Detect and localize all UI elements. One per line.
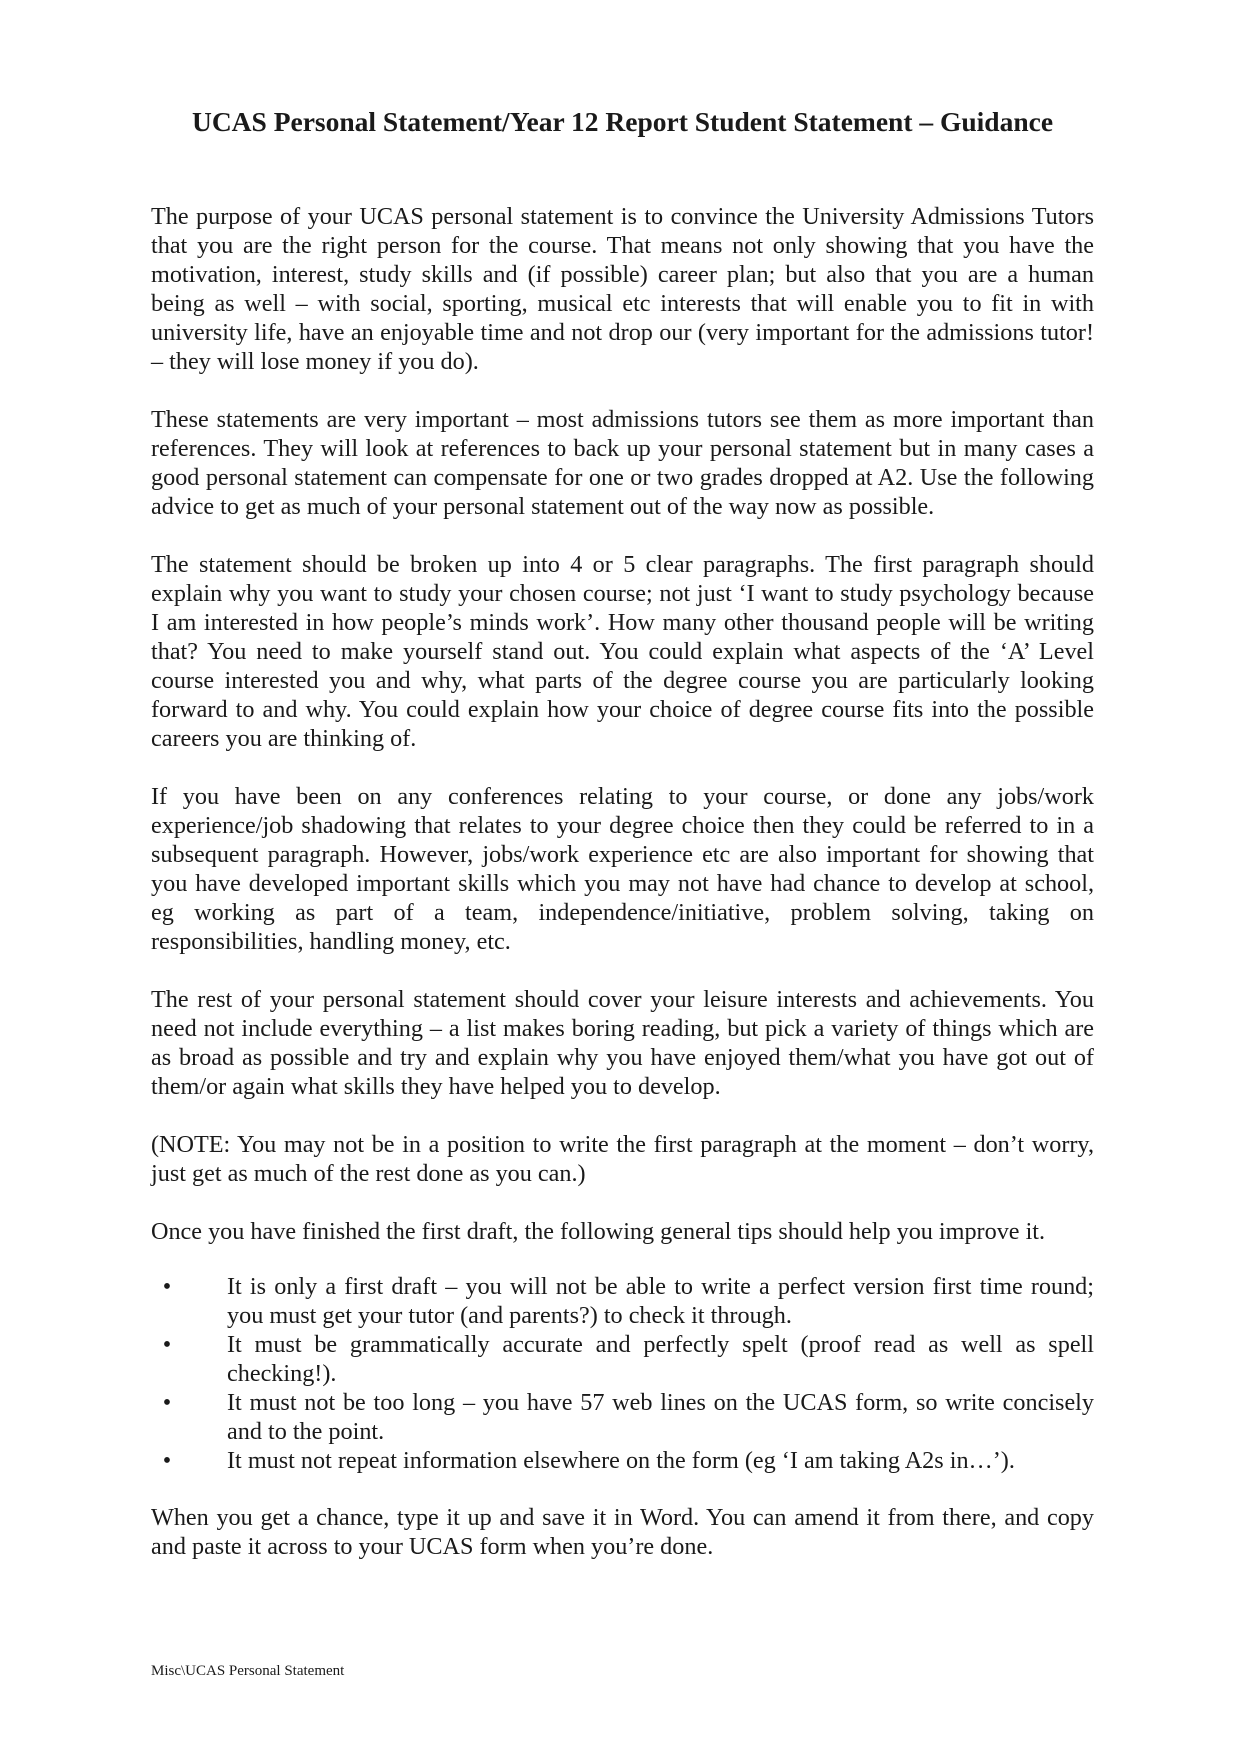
paragraph-closing: When you get a chance, type it up and save it in Word. You can amend it from there, and copy and paste it across to your UCAS form when you’re done. <box>151 1504 1094 1560</box>
bullet-icon: • <box>162 1389 172 1416</box>
bullet-icon: • <box>162 1273 172 1300</box>
paragraph-leisure: The rest of your personal statement should cover your leisure interests and achievements. You need not include everything – a list makes boring reading, but pick a variety of things which are as broad as possible and try and explain why you have enjoyed them/what you have got out of them/or again what skills they have helped you to develop. <box>151 986 1094 1100</box>
list-item <box>151 1272 1094 1330</box>
paragraph-structure: The statement should be broken up into 4 or 5 clear paragraphs. The first paragraph should explain why you want to study your chosen course; not just ‘I want to study psychology because I am interested in how people’s minds work’. How many other thousand people will be writing that? You need to make yourself stand out. You could explain what aspects of the ‘A’ Level course interested you and why, what parts of the degree course you are particularly looking forward to and why. You could explain how your choice of degree course fits into the possible careers you are thinking of. <box>151 551 1094 752</box>
paragraph-tips-intro: Once you have finished the first draft, the following general tips should help you improve it. <box>151 1218 1046 1245</box>
list-item <box>151 1446 1094 1475</box>
paragraph-purpose: The purpose of your UCAS personal statement is to convince the University Admissions Tutors that you are the right person for the course. That means not only showing that you have the motivation, interest, study skills and (if possible) career plan; but also that you are a human being as well – with social, sporting, musical etc interests that will enable you to fit in with university life, have an enjoyable time and not drop our (very important for the admissions tutor! – they will lose money if you do). <box>151 203 1094 375</box>
list-item <box>151 1388 1094 1446</box>
list-item-text: It must not repeat information elsewhere on the form (eg ‘I am taking A2s in…’). <box>227 1447 1015 1474</box>
list-item <box>151 1330 1094 1388</box>
document-page <box>151 104 1094 1590</box>
bullet-icon: • <box>162 1447 172 1474</box>
document-footer: Misc\UCAS Personal Statement <box>151 1663 345 1679</box>
tips-list <box>151 1272 1094 1475</box>
bullet-icon: • <box>162 1331 172 1358</box>
paragraph-note: (NOTE: You may not be in a position to write the first paragraph at the moment – don’t worry, just get as much of the rest done as you can.) <box>151 1131 1094 1187</box>
paragraph-importance: These statements are very important – most admissions tutors see them as more important than references. They will look at references to back up your personal statement but in many cases a good personal statement can compensate for one or two grades dropped at A2. Use the following advice to get as much of your personal statement out of the way now as possible. <box>151 406 1094 520</box>
paragraph-experience: If you have been on any conferences relating to your course, or done any jobs/work experience/job shadowing that relates to your degree choice then they could be referred to in a subsequent paragraph. However, jobs/work experience etc are also important for showing that you have developed important skills which you may not have had chance to develop at school, eg working as part of a team, independence/initiative, problem solving, taking on responsibilities, handling money, etc. <box>151 783 1094 955</box>
list-item-text: It is only a first draft – you will not be able to write a perfect version first time round; you must get your tutor (and parents?) to check it through. <box>227 1273 1094 1329</box>
document-title: UCAS Personal Statement/Year 12 Report Student Statement – Guidance <box>191 106 1054 137</box>
list-item-text: It must be grammatically accurate and perfectly spelt (proof read as well as spell checking!). <box>227 1331 1094 1387</box>
list-item-text: It must not be too long – you have 57 web lines on the UCAS form, so write concisely and to the point. <box>227 1389 1094 1445</box>
